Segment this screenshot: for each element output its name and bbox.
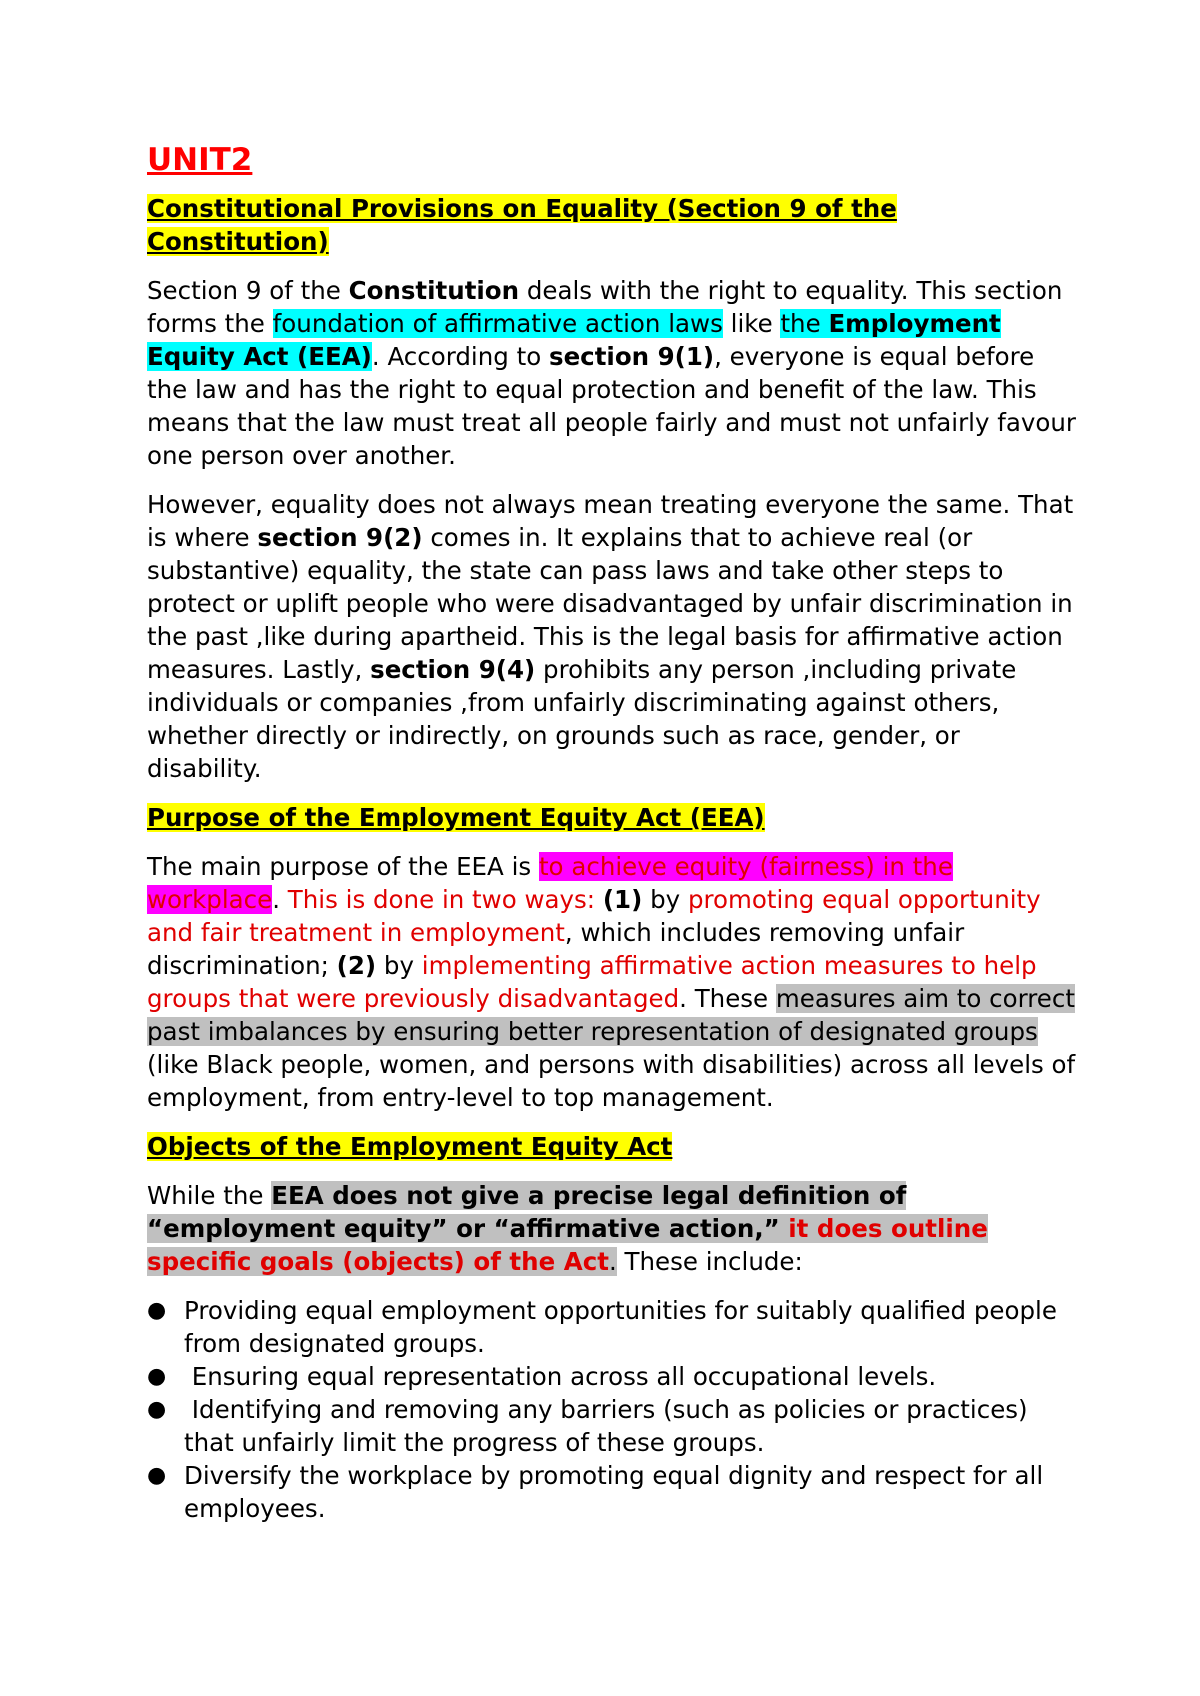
text-run-bold: (1) — [602, 885, 643, 914]
text-run-highlight-magenta: to achieve equity (fairness) in the workplace — [147, 852, 953, 914]
text-run-red: This is done in two ways: — [287, 885, 603, 914]
text-run-bold-red: it does outline specific goals (objects) of the Act — [147, 1214, 988, 1276]
bullet-icon: ● — [147, 1364, 167, 1389]
list-item — [147, 1459, 1077, 1525]
text-run: by — [642, 885, 688, 914]
paragraph-section-9-2-4 — [147, 488, 1077, 785]
heading-line-2: Constitution) — [147, 227, 329, 256]
text-run-red: promoting equal opportunity and fair treatment in employment — [147, 885, 1041, 947]
text-run: , everyone is equal before the law and has the right to equal protection and benefit of the law. This means that the law must treat all people fairly and must not unfairly favour one person over another. — [147, 342, 1076, 470]
text-run-highlight-gray: measures aim to correct past imbalances by ensuring better representation of designated groups — [147, 984, 1075, 1046]
text-run-bold: Employment Equity Act (EEA) — [147, 309, 1001, 371]
text-run-bold: Constitution — [348, 276, 520, 305]
paragraph-purpose — [147, 850, 1077, 1114]
text-run-bold: section 9(2) — [257, 523, 423, 552]
text-run-bold: section 9(1) — [548, 342, 715, 371]
text-run: . These — [679, 984, 776, 1013]
bullet-icon: ● — [147, 1463, 167, 1488]
heading-line-1: Constitutional Provisions on Equality (Section 9 of the — [147, 194, 897, 223]
text-run: like — [722, 309, 781, 338]
list-item — [147, 1393, 1077, 1459]
list-item — [147, 1294, 1077, 1360]
unit-title: UNIT2 — [147, 142, 253, 178]
list-item-text: Providing equal employment opportunities for suitably qualified people from designated groups. — [184, 1296, 1057, 1358]
list-item-text: Ensuring equal representation across all occupational levels. — [184, 1362, 937, 1391]
paragraph-objects-intro — [147, 1179, 1077, 1278]
text-run: Section 9 of the — [147, 276, 349, 305]
text-run-bold: EEA does not give a precise legal definition of “employment equity” or “affirmative action,” — [147, 1181, 907, 1243]
list-item-text: Diversify the workplace by promoting equal dignity and respect for all employees. — [184, 1461, 1044, 1523]
heading-text: Purpose of the Employment Equity Act (EEA) — [147, 803, 765, 832]
text-run: (like Black people, women, and persons with disabilities) across all levels of employment, from entry-level to top management. — [147, 1050, 1076, 1112]
text-run: by — [376, 951, 422, 980]
text-run: These include: — [616, 1247, 803, 1276]
text-run-bold: (2) — [336, 951, 377, 980]
text-run-red: implementing affirmative action measures to help groups that were previously disadvantaged — [147, 951, 1037, 1013]
text-run: the — [780, 309, 829, 338]
document-page — [147, 140, 1077, 1525]
bullet-icon: ● — [147, 1298, 167, 1323]
text-run: , which includes removing unfair discrimination; — [147, 918, 965, 980]
text-run: prohibits any person ,including private individuals or companies ,from unfairly discriminating against others, whether directly or indirectly, on grounds such as race, gender, or disability. — [147, 655, 1017, 783]
text-run: The main purpose of the EEA is — [147, 852, 539, 881]
heading-purpose-eea — [147, 801, 1077, 834]
text-run-highlight-gray — [147, 1181, 988, 1276]
text-run: deals with the right to equality. This section forms the — [147, 276, 1063, 338]
text-run: However, equality does not always mean treating everyone the same. That is where — [147, 490, 1074, 552]
text-run: While the — [147, 1181, 272, 1210]
text-run: . — [272, 885, 288, 914]
text-run: comes in. It explains that to achieve real (or substantive) equality, the state can pass laws and take other steps to protect or uplift people who were disadvantaged by unfair discrimination in the past ,like during apartheid. This is the legal basis for affirmative action measures. Lastly, — [147, 523, 1073, 684]
list-item — [147, 1360, 1077, 1393]
list-item-text: Identifying and removing any barriers (such as policies or practices) that unfairly limit the progress of these groups. — [184, 1395, 1036, 1457]
text-run: . According to — [371, 342, 549, 371]
bullet-icon: ● — [147, 1397, 167, 1422]
text-run-bold: section 9(4) — [370, 655, 536, 684]
heading-constitutional-provisions — [147, 192, 1077, 258]
text-run-highlight-cyan: foundation of affirmative action laws — [272, 309, 723, 338]
heading-text: Objects of the Employment Equity Act — [147, 1132, 673, 1161]
text-run: . — [608, 1247, 617, 1276]
heading-objects-eea — [147, 1130, 1077, 1163]
paragraph-section-9-intro — [147, 274, 1077, 472]
objects-bullet-list — [147, 1294, 1077, 1525]
